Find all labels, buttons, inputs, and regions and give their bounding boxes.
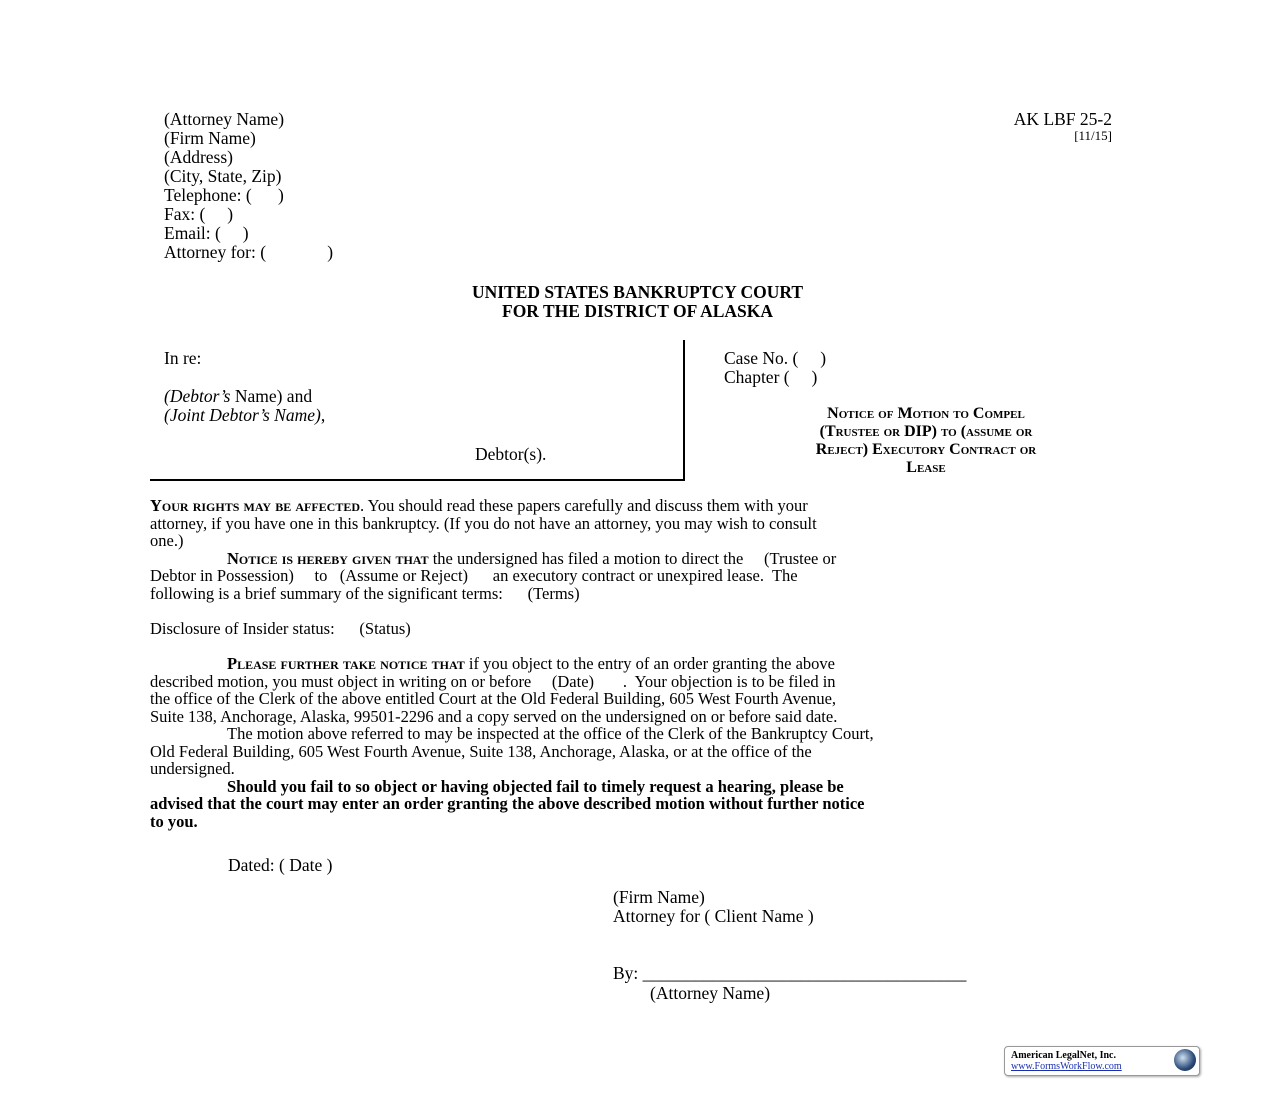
caption-bottom-border [150, 479, 685, 481]
warning-line: Should you fail to so object or having objected fail to timely request a hearing, please be [227, 776, 844, 796]
attorney-line: (Firm Name) [164, 128, 256, 148]
globe-icon [1174, 1049, 1196, 1071]
warning-line: advised that the court may enter an order granting the above described motion without further notice [150, 794, 865, 813]
document-title [700, 405, 1152, 477]
signature-attorney-for: Attorney for ( Client Name ) [613, 906, 814, 926]
rights-lead: Your rights may be affected [150, 496, 360, 515]
rights-paragraph [150, 497, 1130, 637]
form-revision: [11/15] [1074, 128, 1112, 143]
debtor-label-rest: Name) and [230, 386, 313, 406]
caption-right-border [683, 340, 685, 481]
text-line: described motion, you must object in writing on or before (Date) . Your objection is to be filed in [150, 671, 836, 691]
court-name [0, 283, 1275, 321]
title-line: Notice of Motion to Compel [827, 405, 1025, 422]
title-line: Reject) Executory Contract or [815, 441, 1037, 458]
attorney-line: Telephone: ( ) [164, 185, 284, 205]
attorney-line: (Attorney Name) [164, 109, 285, 129]
objection-paragraph [150, 655, 1130, 830]
attorney-line: Attorney for: ( ) [164, 242, 334, 262]
attorney-line: Email: ( ) [164, 223, 249, 243]
logo-company: American LegalNet, Inc. [1011, 1050, 1116, 1061]
case-number: Case No. ( ) [724, 348, 827, 368]
joint-debtor-name [164, 406, 325, 425]
text-line: one.) [150, 531, 184, 550]
signature-firm: (Firm Name) [613, 887, 705, 907]
debtor-name [164, 387, 312, 406]
text-line: attorney, if you have one in this bankruptcy. (If you do not have an attorney, you may wish to consult [150, 513, 817, 533]
notice-lead: Notice is hereby given that [227, 548, 429, 568]
signature-line: By: _____________________________________ [613, 963, 967, 983]
logo-url[interactable]: www.FormsWorkFlow.com [1011, 1061, 1122, 1072]
legalnet-logo[interactable] [1004, 1046, 1200, 1076]
text-line: Debtor in Possession) to (Assume or Reject) an executory contract or unexpired lease. The [150, 566, 798, 585]
warning-line: to you. [150, 811, 198, 831]
text-line: Old Federal Building, 605 West Fourth Avenue, Suite 138, Anchorage, Alaska, or at the office of the [150, 741, 812, 761]
joint-debtor-label: (Joint Debtor’s Name) [164, 405, 321, 425]
attorney-line: (City, State, Zip) [164, 166, 282, 186]
text-line: the undersigned has filed a motion to direct the (Trustee or [428, 548, 837, 568]
in-re: In re: [164, 348, 202, 368]
court-line-1: UNITED STATES BANKRUPTCY COURT [471, 282, 804, 302]
debtors-label: Debtor(s). [475, 444, 547, 464]
text-line: Suite 138, Anchorage, Alaska, 99501-2296 and a copy served on the undersigned on or before said date. [150, 706, 838, 726]
text-line: following is a brief summary of the significant terms: (Terms) [150, 583, 580, 603]
attorney-line: Fax: ( ) [164, 204, 234, 224]
form-id: AK LBF 25-2 [1013, 109, 1112, 129]
debtor-label: (Debtor’s [164, 386, 231, 406]
text-line: . You should read these papers carefully and discuss them with your [360, 496, 808, 515]
court-line-2: FOR THE DISTRICT OF ALASKA [502, 301, 773, 321]
title-line: Lease [906, 459, 946, 476]
text-line: the office of the Clerk of the above entitled Court at the Old Federal Building, 605 West Fourth Avenue, [150, 689, 837, 708]
title-line: (Trustee or DIP) to (assume or [819, 423, 1033, 440]
text-line: undersigned. [150, 759, 235, 778]
chapter: Chapter ( ) [724, 367, 818, 387]
text-line: The motion above referred to may be inspected at the office of the Clerk of the Bankruptcy Court, [227, 724, 874, 743]
signature-attorney-name: (Attorney Name) [650, 983, 771, 1003]
attorney-block [164, 110, 333, 262]
further-notice-lead: Please further take notice that [227, 654, 465, 673]
insider-disclosure: Disclosure of Insider status: (Status) [150, 618, 411, 638]
comma: , [320, 405, 326, 425]
dated: Dated: ( Date ) [228, 855, 333, 875]
attorney-line: (Address) [164, 147, 234, 167]
text-line: if you object to the entry of an order granting the above [464, 654, 835, 673]
